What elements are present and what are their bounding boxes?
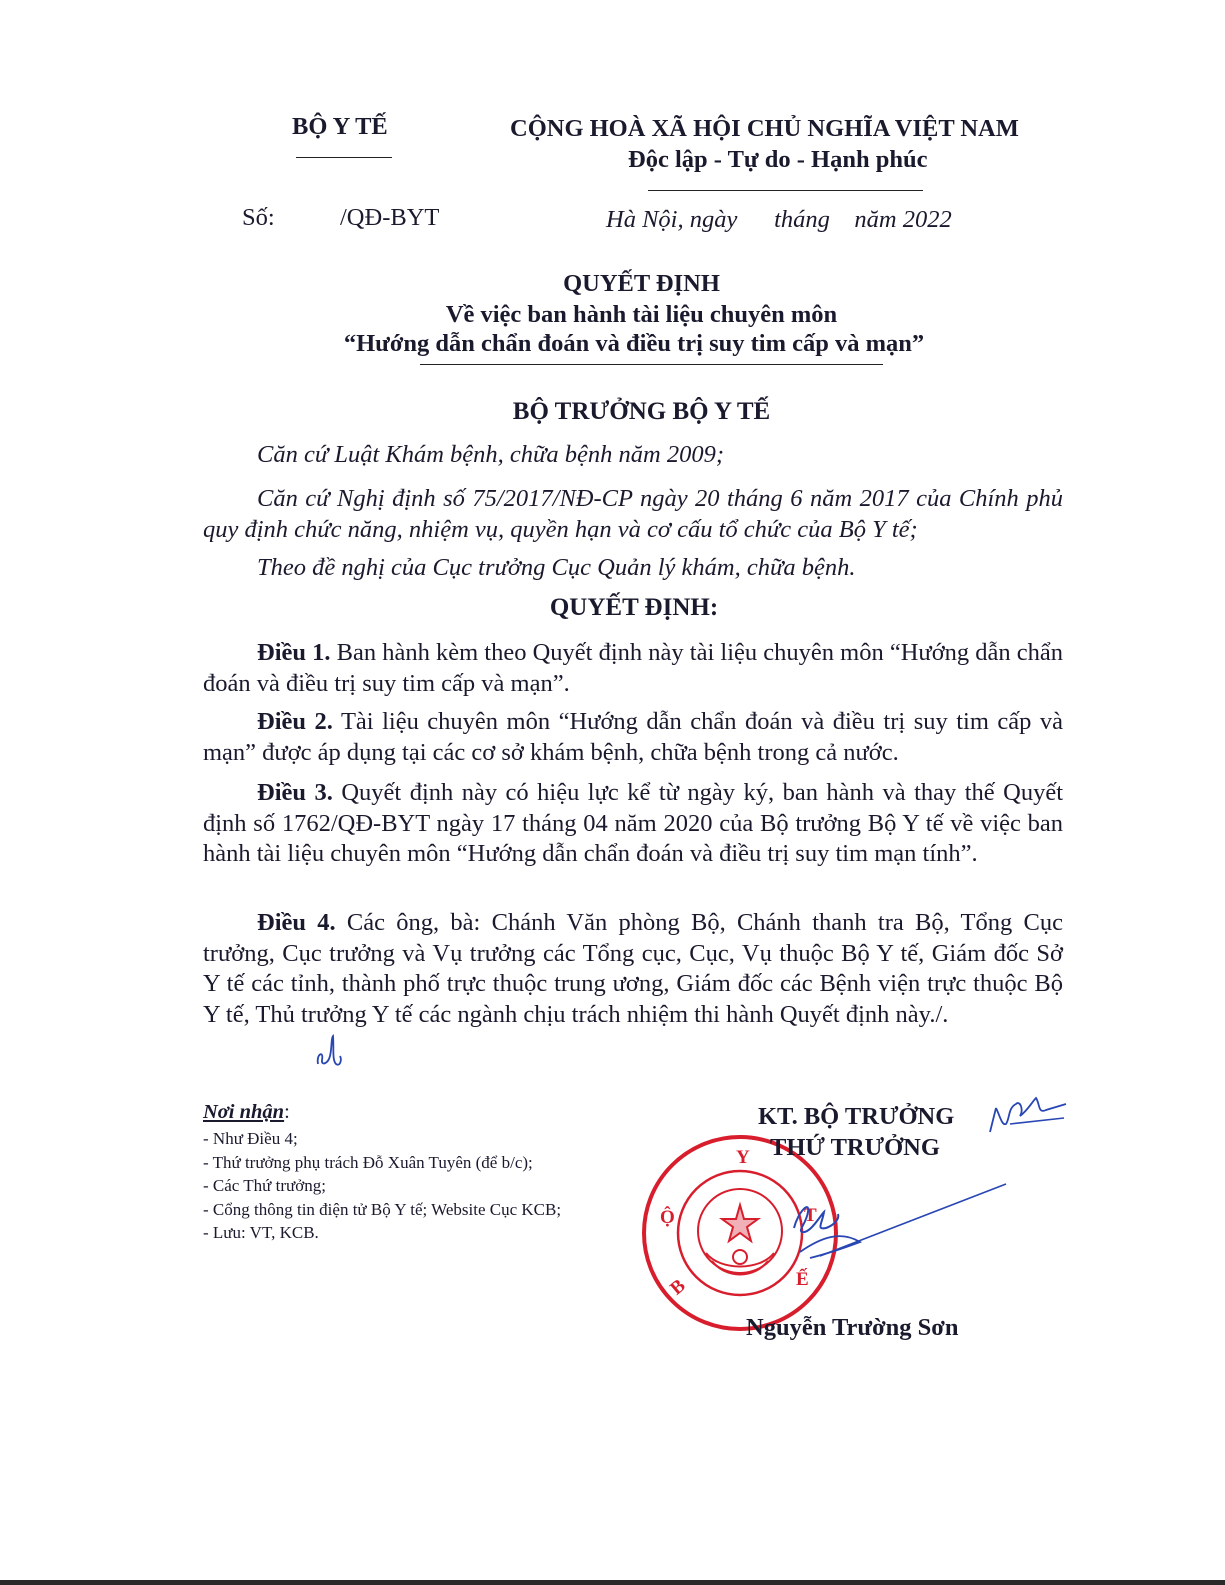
decision-subject-line1: Về việc ban hành tài liệu chuyên môn xyxy=(445,301,838,328)
article-1 xyxy=(203,638,1063,699)
signature-position: THỨ TRƯỞNG xyxy=(770,1134,940,1161)
article-3 xyxy=(203,778,1063,870)
article-4-text: Các ông, bà: Chánh Văn phòng Bộ, Chánh thanh tra Bộ, Tổng Cục trưởng, Cục trưởng và Vụ trưởng các Tổng cục, Cục, Vụ thuộc Bộ Y tế, Giám đốc Sở Y tế các tỉnh, thành phố trực thuộc trung ương, Giám đốc các Bệnh viện trực thuộc Bộ Y tế, Thủ trưởng Y tế các ngành chịu trách nhiệm thi hành Quyết định này./. xyxy=(203,909,1063,1028)
document-number: /QĐ-BYT xyxy=(340,204,440,231)
article-4 xyxy=(203,908,1063,1030)
legal-basis-1: Căn cứ Luật Khám bệnh, chữa bệnh năm 2009; xyxy=(257,441,725,468)
article-3-label: Điều 3. xyxy=(257,779,333,806)
recipients-heading xyxy=(203,1101,290,1124)
recipient-item: - Như Điều 4; xyxy=(203,1129,298,1148)
article-3-text: Quyết định này có hiệu lực kể từ ngày ký, ban hành và thay thế Quyết định số 1762/QĐ-BYT ngày 17 tháng 04 năm 2020 của Bộ trưởng Bộ Y tế về việc ban hành tài liệu chuyên môn “Hướng dẫn chẩn đoán và điều trị suy tim mạn tính”. xyxy=(203,779,1064,867)
legal-basis-3: Theo đề nghị của Cục trưởng Cục Quản lý khám, chữa bệnh. xyxy=(257,554,856,581)
recipient-item: - Lưu: VT, KCB. xyxy=(203,1223,319,1242)
svg-text:Ế: Ế xyxy=(796,1269,809,1290)
svg-text:Ộ: Ộ xyxy=(660,1207,675,1228)
agency-name: BỘ Y TẾ xyxy=(292,113,388,140)
svg-text:B: B xyxy=(666,1275,690,1300)
title-underline xyxy=(420,364,883,365)
svg-text:Y: Y xyxy=(736,1147,750,1168)
initials-mark-icon xyxy=(312,1030,348,1074)
recipient-item: - Cổng thông tin điện tử Bộ Y tế; Website Cục KCB; xyxy=(203,1199,562,1219)
article-4-label: Điều 4. xyxy=(257,909,336,936)
issuing-authority: BỘ TRƯỞNG BỘ Y TẾ xyxy=(512,398,771,425)
agency-underline xyxy=(296,157,392,158)
legal-basis-2: Căn cứ Nghị định số 75/2017/NĐ-CP ngày 20 tháng 6 năm 2017 của Chính phủ quy định chức năng, nhiệm vụ, quyền hạn và cơ cấu tổ chức của Bộ Y tế; xyxy=(203,485,1063,543)
national-motto: Độc lập - Tự do - Hạnh phúc xyxy=(628,146,928,173)
recipient-item: - Thứ trưởng phụ trách Đỗ Xuân Tuyên (để b/c); xyxy=(203,1152,533,1172)
decision-subject-line2: “Hướng dẫn chẩn đoán và điều trị suy tim cấp và mạn” xyxy=(343,330,925,357)
recipient-item: - Các Thứ trưởng; xyxy=(203,1176,326,1195)
svg-text:T: T xyxy=(804,1205,817,1226)
national-emblem-icon xyxy=(698,1189,782,1275)
article-2-label: Điều 2. xyxy=(257,708,333,735)
place-date: Hà Nội, ngày tháng năm 2022 xyxy=(606,206,952,233)
initials-signature-icon xyxy=(980,1080,1070,1140)
article-2 xyxy=(203,707,1063,768)
decision-heading: QUYẾT ĐỊNH: xyxy=(549,594,719,621)
article-1-text: Ban hành kèm theo Quyết định này tài liệu chuyên môn “Hướng dẫn chẩn đoán và điều trị suy tim cấp và mạn”. xyxy=(203,639,1064,697)
motto-underline xyxy=(648,190,923,191)
article-2-text: Tài liệu chuyên môn “Hướng dẫn chẩn đoán và điều trị suy tim cấp và mạn” được áp dụng tại các cơ sở khám bệnh, chữa bệnh trong cả nước. xyxy=(203,708,1064,766)
country-name: CỘNG HOÀ XÃ HỘI CHỦ NGHĨA VIỆT NAM xyxy=(510,115,1019,142)
signature-on-behalf: KT. BỘ TRƯỞNG xyxy=(758,1103,955,1130)
document-number-label: Số: xyxy=(242,204,275,231)
recipients-list xyxy=(203,1127,561,1245)
decision-title: QUYẾT ĐỊNH xyxy=(563,270,720,297)
signatory-name: Nguyễn Trường Sơn xyxy=(746,1314,959,1341)
scan-edge xyxy=(0,1580,1225,1585)
handwritten-signature-icon xyxy=(780,1172,1020,1282)
article-1-label: Điều 1. xyxy=(257,639,331,666)
recipients-heading-colon: : xyxy=(284,1101,290,1123)
recipients-heading-text: Nơi nhận xyxy=(203,1101,285,1123)
